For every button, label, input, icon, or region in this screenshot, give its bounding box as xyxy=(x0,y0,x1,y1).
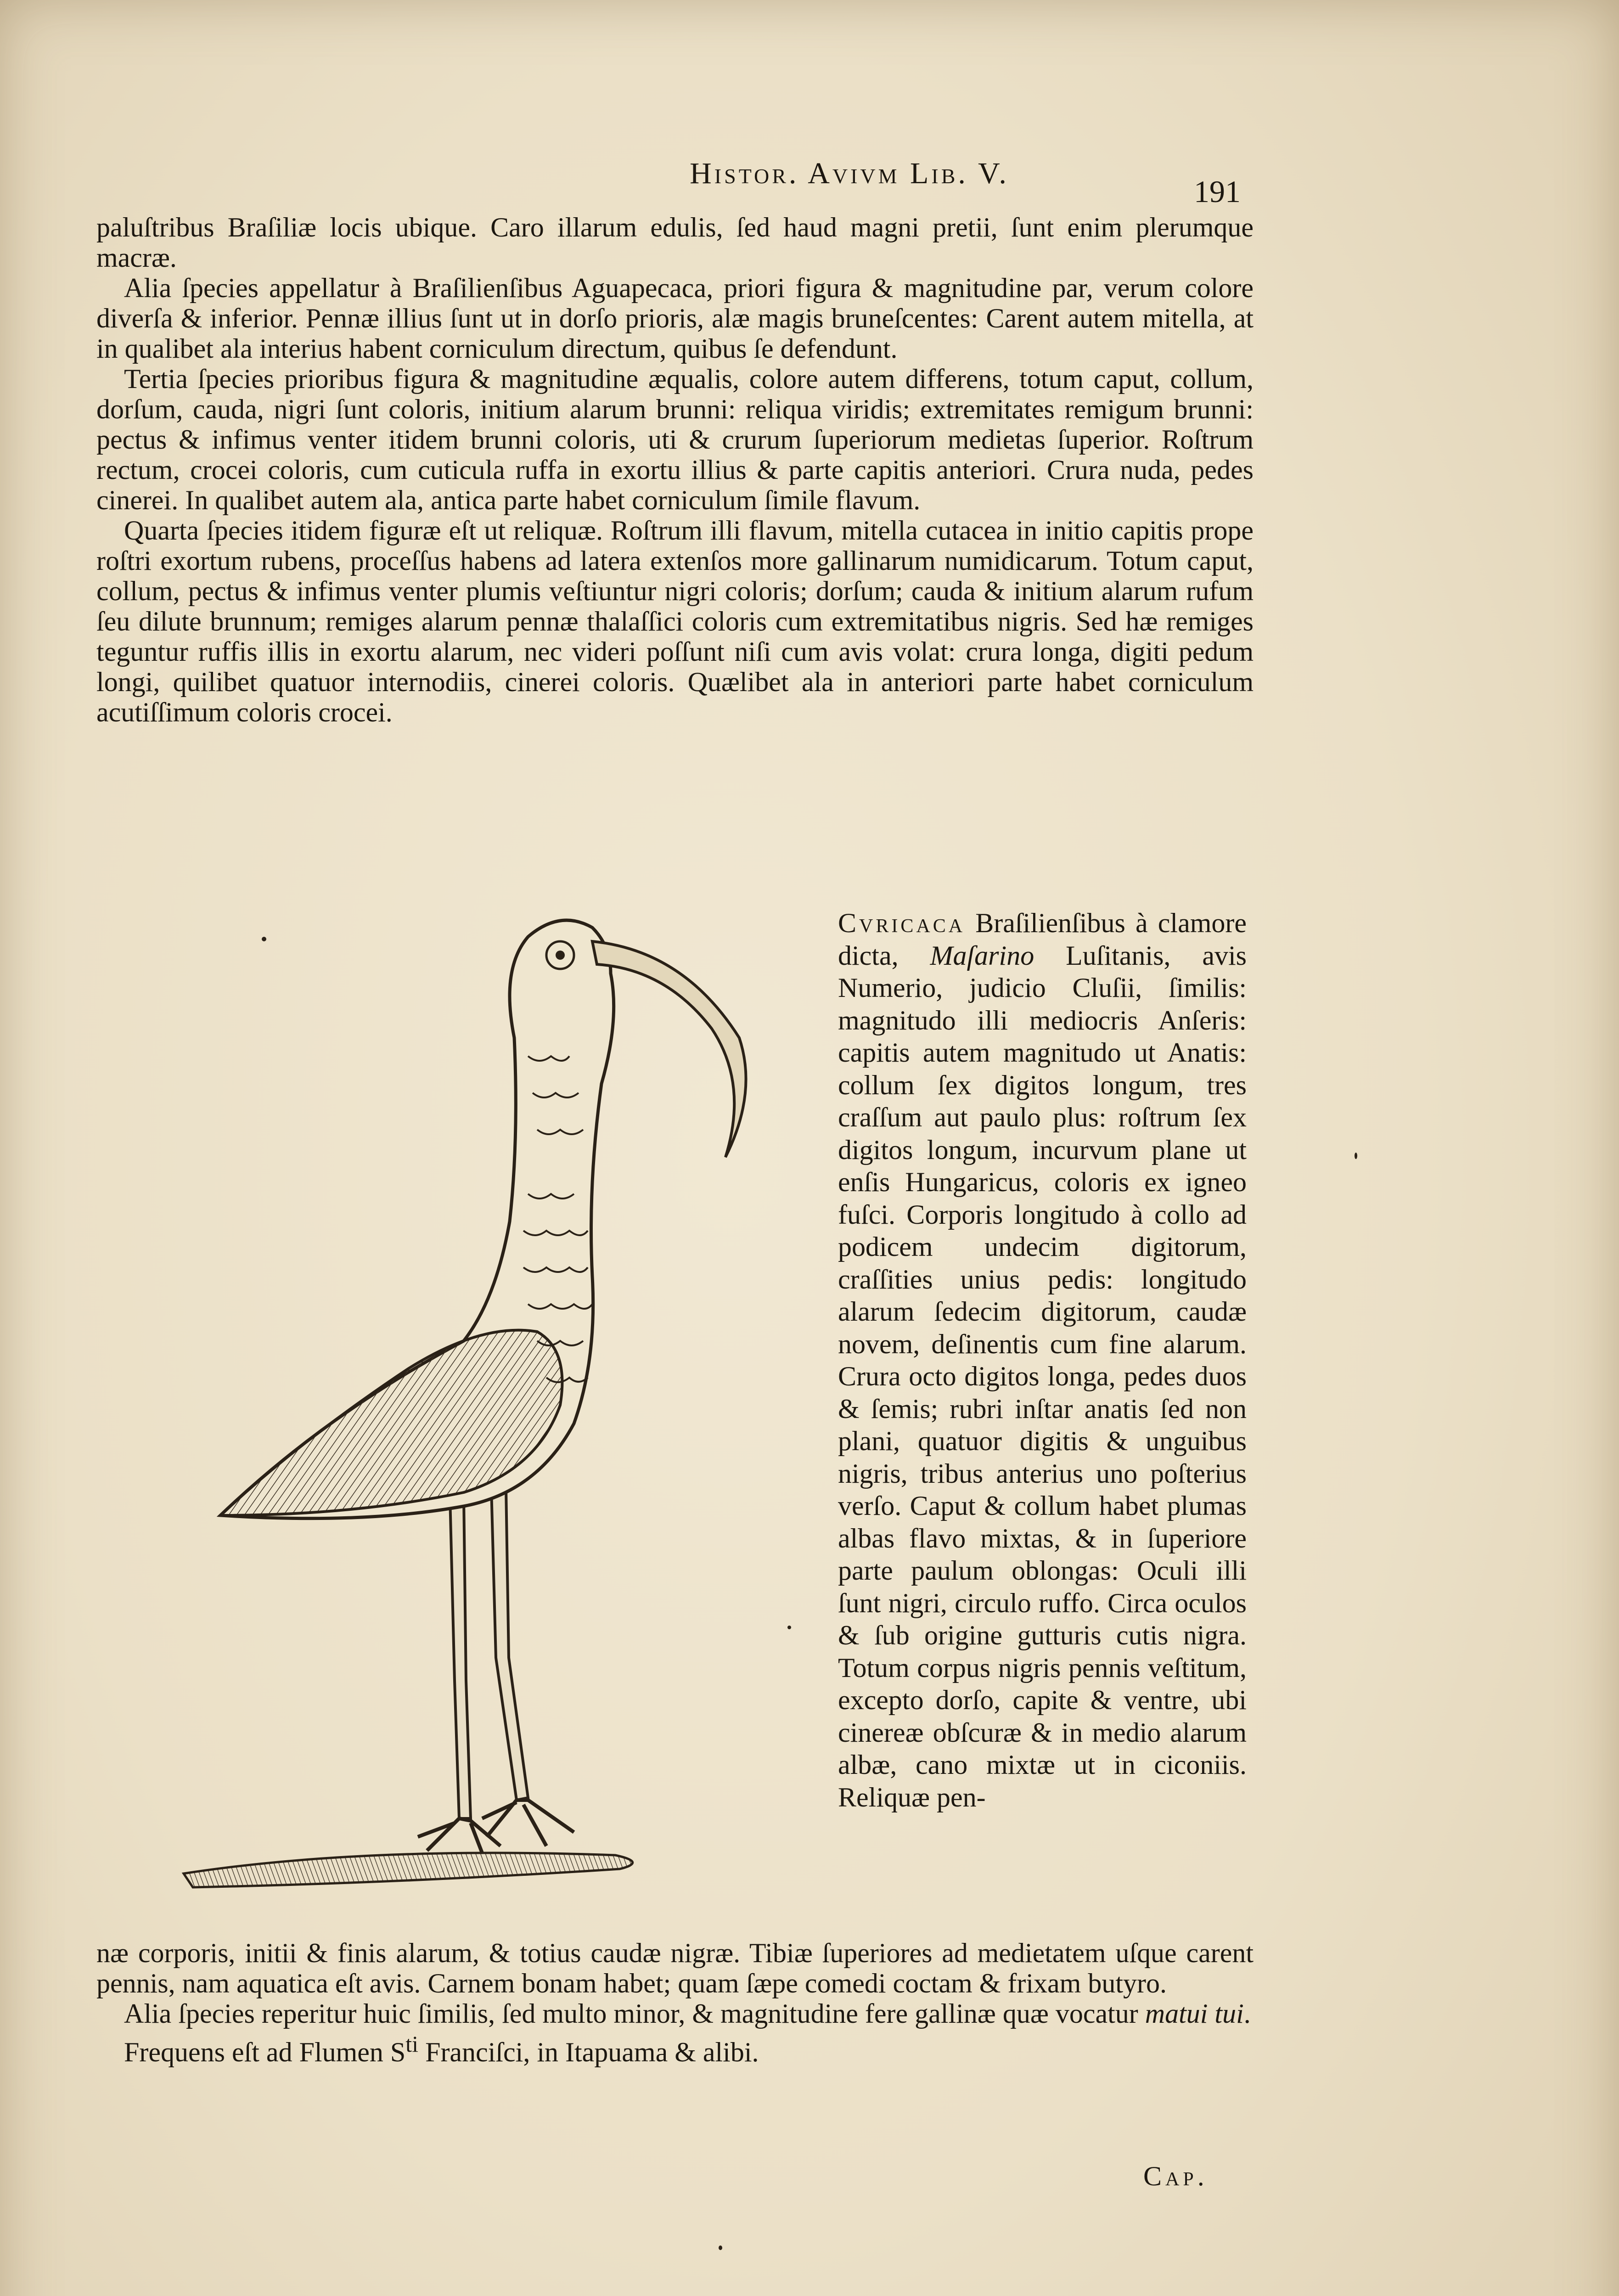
curicaca-description xyxy=(838,907,1247,1813)
paper-speck xyxy=(262,937,266,941)
running-title-text: Histor. Avivm Lib. V. xyxy=(690,157,1009,190)
matui-tui-term: matui tui xyxy=(1145,1998,1244,2029)
curicaca-lead-rest: Braſilienſibus à clamore dicta, xyxy=(838,908,1247,971)
curicaca-continued: næ corporis, initii & finis alarum, & totius caudæ nigræ. Tibiæ ſuperiores ad medietatem uſque carent pennis, nam aquatica eſt avis. Carnem bonam habet; quam ſæpe comedi coctam & frixam butyro. xyxy=(96,1938,1254,1998)
bottom-text-block xyxy=(96,1938,1254,2067)
running-title xyxy=(413,156,1286,191)
paragraph-aguapecaca: Alia ſpecies appellatur à Braſilienſibus Aguapecaca, priori figura & magnitudine par, verum colore diverſa & inferior. Pennæ illius ſunt ut in dorſo prioris, alæ magis bruneſcentes: Carent autem mitella, at in qualibet ala interius habent corniculum directum, quibus ſe defendunt. xyxy=(96,273,1254,364)
paragraph-alia-species xyxy=(96,1998,1254,2029)
paragraph-frequens xyxy=(96,2029,1254,2067)
frequens-superscript: ti xyxy=(405,2031,419,2057)
alia-species-text: Alia ſpecies reperitur huic ſimilis, ſed multo minor, & magnitudine fere gallinæ quæ vocatur xyxy=(124,1998,1145,2029)
paragraph-paludstribus: paluſtribus Braſiliæ locis ubique. Caro illarum edulis, ſed haud magni pretii, ſunt enim plerumque macræ. xyxy=(96,212,1254,273)
paper-speck xyxy=(719,2245,722,2250)
frequens-text: Frequens eſt ad Flumen S xyxy=(124,2037,406,2067)
curicaca-main-text: Luſitanis, avis Numerio, judicio Cluſii, ſimilis: magnitudo illi mediocris Anſeris: capitis autem magnitudo ut Anatis: collum ſex digitos longum, tres craſſum aut paulo plus: roſtrum ſex digitos longum, incurvum plane ut enſis Hungaricus, coloris ex igneo fuſci. Corporis longitudo à collo ad podicem undecim digitorum, craſſities unius pedis: longitudo alarum ſedecim digitorum, caudæ novem, deſinentis cum fine alarum. Crura octo digitos longa, pedes duos & ſemis; rubri inſtar anatis ſed non plani, quatuor digitis & unguibus nigris, tribus anterius uno poſterius verſo. Caput & collum habet plumas albas flavo mixtas, & in ſuperiore parte paulum oblongas: Oculi illi ſunt nigri, circulo ruffo. Circa oculos & ſub origine gutturis cutis nigra. Totum corpus nigris pennis veſtitum, excepto dorſo, capite & ventre, ubi cinereæ obſcuræ & in medio alarum albæ, cano mixtæ ut in ciconiis. Reliquæ pen- xyxy=(838,940,1247,1812)
paragraph-tertia-species: Tertia ſpecies prioribus figura & magnitudine æqualis, colore autem differens, totum caput, collum, dorſum, cauda, nigri ſunt coloris, initium alarum brunni: reliqua viridis; extremitates remigum brunni: pectus & infimus venter itidem brunni coloris, uti & crurum ſuperiorum medietas ſuperior. Roſtrum rectum, crocei coloris, cum cuticula ruffa in exortu illius & parte capitis anteriori. Crura nuda, pedes cinerei. In qualibet autem ala, antica parte habet corniculum ſimile flavum. xyxy=(96,364,1254,515)
top-text-block xyxy=(96,212,1254,727)
masarino-term: Maſarino xyxy=(930,940,1034,971)
alia-species-end: . xyxy=(1243,1998,1251,2029)
catchword: Cap. xyxy=(1143,2161,1208,2191)
paper-speck xyxy=(1355,1153,1357,1159)
paragraph-quarta-species: Quarta ſpecies itidem figuræ eſt ut reliquæ. Roſtrum illi flavum, mitella cutacea in initio capitis prope roſtri exortum rubens, proceſſus habens ad latera extenſos more gallinarum numidicarum. Totum caput, collum, pectus & infimus venter plumis veſtiuntur nigri coloris; dorſum; cauda & initium alarum rufum ſeu dilute brunnum; remiges alarum pennæ thalaſſici coloris cum extremitatibus nigris. Sed hæ remiges teguntur ruffis illis in exortu alarum, nec videri poſſunt niſi cum avis volat: crura longa, digiti pedum longi, quilibet quatuor internodiis, cinerei coloris. Quælibet ala in anteriori parte habet corniculum acutiſſimum coloris crocei. xyxy=(96,515,1254,727)
curicaca-lead-name: Cvricaca xyxy=(838,908,966,938)
paper-speck xyxy=(787,1626,791,1629)
page-number: 191 xyxy=(1194,174,1241,209)
curicaca-bird-woodcut-icon xyxy=(133,900,868,1933)
frequens-end: Franciſci, in Itapuama & alibi. xyxy=(418,2037,759,2067)
